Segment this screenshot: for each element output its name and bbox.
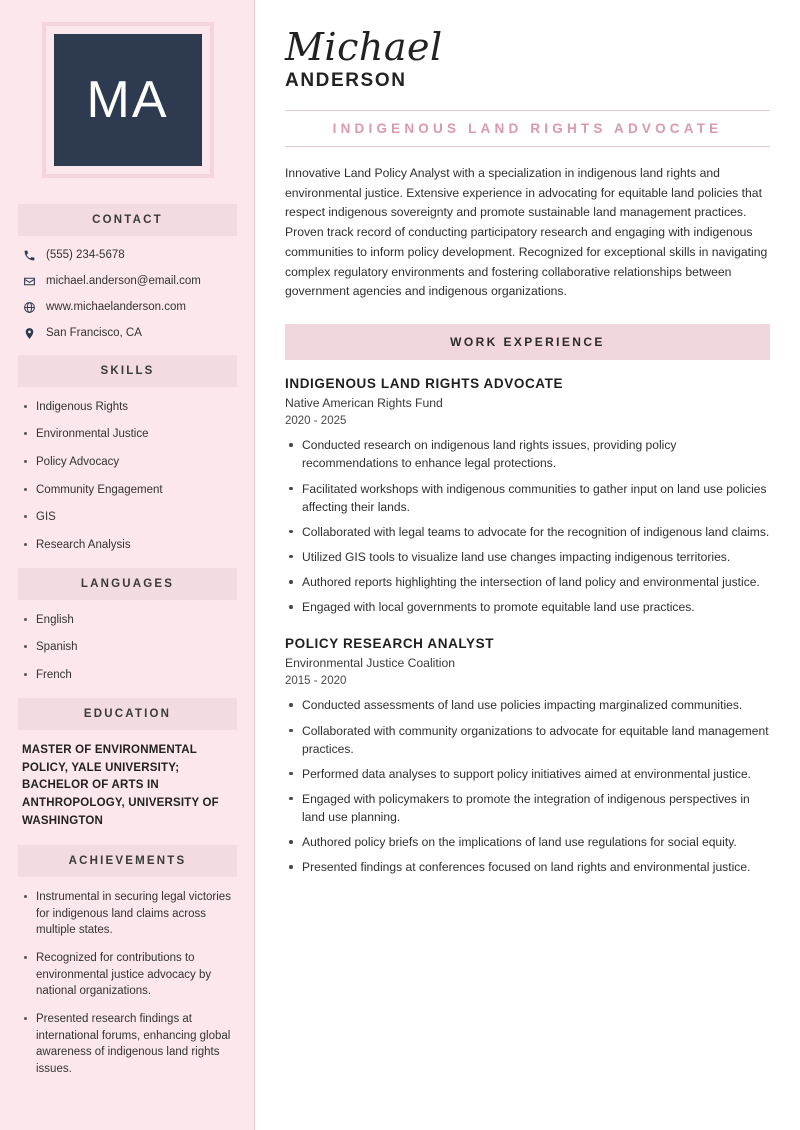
achievements-section-title: ACHIEVEMENTS [18, 845, 237, 877]
achievements-list [18, 889, 237, 1078]
list-item: Authored policy briefs on the implications of land use regulations for social equity. [285, 833, 770, 851]
list-item: Spanish [22, 639, 233, 656]
list-item: Performed data analyses to support policy initiatives aimed at environmental justice. [285, 765, 770, 783]
phone-icon [22, 249, 36, 262]
map-pin-icon [22, 327, 36, 340]
job-dates: 2020 - 2025 [285, 415, 347, 428]
list-item: Environmental Justice [22, 426, 233, 443]
last-name: ANDERSON [285, 69, 407, 91]
first-name: Michael [285, 25, 443, 69]
list-item: Facilitated workshops with indigenous communities to gather input on land use policies affecting their lands. [285, 480, 770, 516]
contact-section-title: CONTACT [18, 204, 237, 236]
role-banner [285, 110, 770, 147]
job-organization: Environmental Justice Coalition [285, 656, 456, 671]
list-item: Presented findings at conferences focused on land rights and environmental justice. [285, 858, 770, 876]
job-bullets [285, 696, 770, 876]
list-item: Collaborated with community organizations to advocate for equitable land management practices. [285, 722, 770, 758]
job-role-title: INDIGENOUS LAND RIGHTS ADVOCATE [332, 120, 723, 136]
list-item: Presented research findings at international forums, enhancing global awareness of indigenous land rights issues. [22, 1011, 233, 1078]
list-item: Indigenous Rights [22, 399, 233, 416]
list-item: Utilized GIS tools to visualize land use changes impacting indigenous territories. [285, 548, 770, 566]
list-item: Recognized for contributions to environmental justice advocacy by national organizations. [22, 950, 233, 1000]
avatar-initials: MA [86, 71, 169, 129]
list-item: French [22, 667, 233, 684]
contact-location-text: San Francisco, CA [46, 326, 142, 339]
contact-email-text: michael.anderson@email.com [46, 274, 201, 287]
list-item: Research Analysis [22, 537, 233, 554]
list-item: Collaborated with legal teams to advocate for the recognition of indigenous land claims. [285, 523, 770, 541]
contact-website-text: www.michaelanderson.com [46, 300, 186, 313]
list-item: English [22, 612, 233, 629]
list-item: Conducted research on indigenous land rights issues, providing policy recommendations to enhance legal protections. [285, 436, 770, 472]
list-item: Community Engagement [22, 482, 233, 499]
skills-list [18, 399, 237, 554]
education-section-title: EDUCATION [18, 698, 237, 730]
globe-icon [22, 301, 36, 314]
list-item: Engaged with policymakers to promote the integration of indigenous perspectives in land use planning. [285, 790, 770, 826]
list-item: Authored reports highlighting the intersection of land policy and environmental justice. [285, 573, 770, 591]
profile-summary: Innovative Land Policy Analyst with a specialization in indigenous land rights and environmental justice. Extensive experience in advocating for equitable land policies that respect indigenous sovereignty and promote sustainable land management practices. Proven track record of conducting participatory research and engaging with indigenous communities to inform policy development. Recognized for exceptional skills in navigating complex regulatory environments and fostering collaborative relationships between government agencies and indigenous organizations. [285, 165, 768, 299]
contact-email[interactable] [22, 274, 233, 289]
contact-list [18, 248, 237, 341]
job-entry [285, 636, 770, 876]
list-item: Instrumental in securing legal victories for indigenous land claims across multiple states. [22, 889, 233, 939]
envelope-icon [22, 275, 36, 288]
work-experience-title: WORK EXPERIENCE [285, 324, 770, 360]
languages-list [18, 612, 237, 684]
list-item: GIS [22, 509, 233, 526]
list-item: Conducted assessments of land use policies impacting marginalized communities. [285, 696, 770, 714]
main-content [255, 0, 800, 1130]
job-entry [285, 376, 770, 616]
sidebar [0, 0, 255, 1130]
languages-section-title: LANGUAGES [18, 568, 237, 600]
job-dates: 2015 - 2020 [285, 675, 347, 688]
contact-location[interactable] [22, 326, 233, 341]
skills-section-title: SKILLS [18, 355, 237, 387]
contact-phone[interactable] [22, 248, 233, 263]
education-text: MASTER OF ENVIRONMENTAL POLICY, YALE UNIVERSITY; BACHELOR OF ARTS IN ANTHROPOLOGY, UNIVERSITY OF WASHINGTON [22, 743, 219, 828]
avatar [54, 34, 202, 166]
list-item: Engaged with local governments to promote equitable land use practices. [285, 598, 770, 616]
list-item: Policy Advocacy [22, 454, 233, 471]
job-title: POLICY RESEARCH ANALYST [285, 636, 495, 652]
job-organization: Native American Rights Fund [285, 396, 443, 411]
contact-phone-text: (555) 234-5678 [46, 249, 125, 261]
contact-website[interactable] [22, 300, 233, 315]
job-bullets [285, 436, 770, 616]
avatar-frame [42, 22, 214, 178]
job-title: INDIGENOUS LAND RIGHTS ADVOCATE [285, 376, 564, 392]
